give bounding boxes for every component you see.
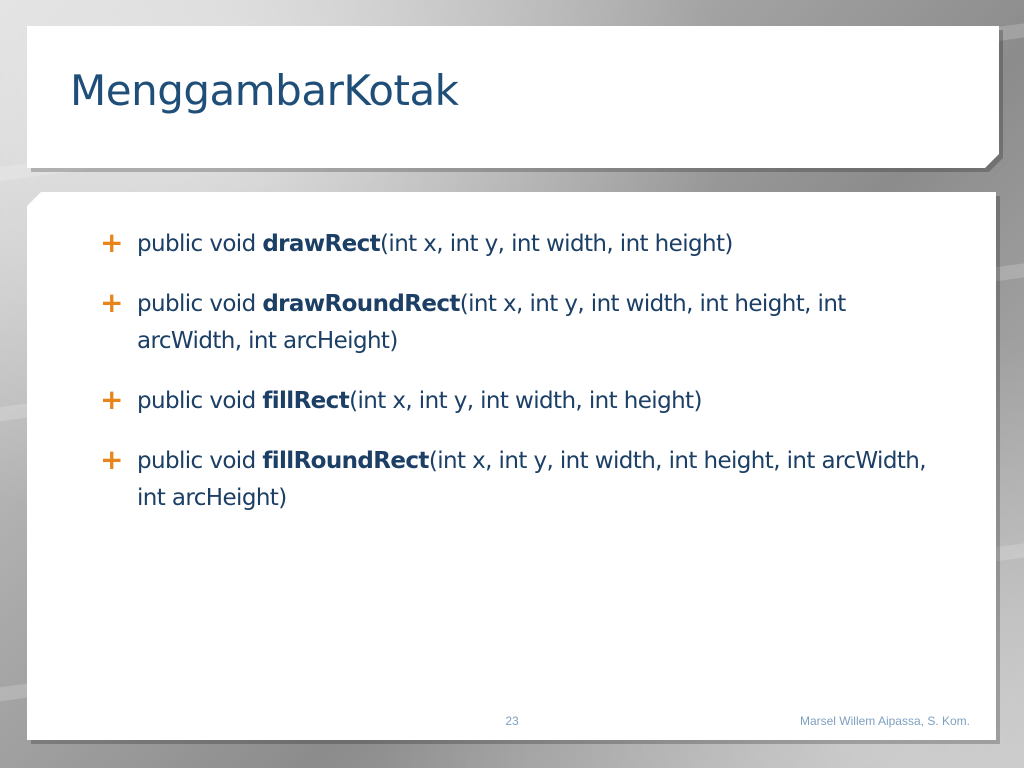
- bullet-item: [100, 443, 940, 517]
- bullet-prefix: public void: [137, 448, 263, 474]
- method-signature: (int x, int y, int width, int height): [349, 388, 702, 414]
- bullet-prefix: public void: [137, 291, 263, 317]
- page-number: 23: [505, 714, 519, 728]
- method-name: drawRect: [262, 231, 381, 257]
- method-name: fillRect: [262, 388, 350, 414]
- method-name: fillRoundRect: [262, 448, 429, 474]
- bullet-prefix: public void: [137, 388, 263, 414]
- slide-title: MenggambarKotak: [70, 66, 459, 115]
- plus-icon: +: [100, 286, 123, 319]
- bullet-item: [100, 226, 940, 263]
- method-signature: (int x, int y, int width, int height): [380, 231, 733, 257]
- method-signature: (int x, int y, int width, int height, int arcWidth, int arcHeight): [137, 448, 926, 511]
- bullet-prefix: public void: [137, 231, 263, 257]
- plus-icon: +: [100, 226, 123, 259]
- plus-icon: +: [100, 443, 123, 476]
- method-signature: (int x, int y, int width, int height, int arcWidth, int arcHeight): [137, 291, 846, 354]
- bullet-list: [100, 226, 940, 540]
- bullet-item: [100, 286, 940, 360]
- bullet-item: [100, 383, 940, 420]
- plus-icon: +: [100, 383, 123, 416]
- method-name: drawRoundRect: [262, 291, 460, 317]
- author-footer: Marsel Willem Aipassa, S. Kom.: [799, 714, 970, 728]
